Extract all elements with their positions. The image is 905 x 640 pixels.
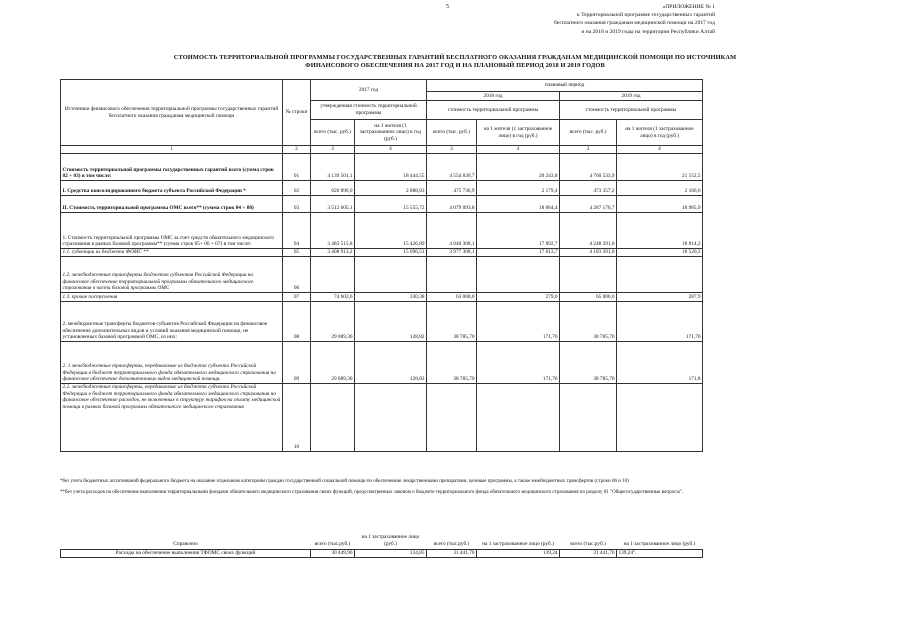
header-planned-period: плановый период xyxy=(427,80,703,92)
row-value xyxy=(617,257,703,293)
header-per-resident: на 1 жителя (1 застрахованное лицо) в год (руб.) xyxy=(477,120,560,146)
reference-row-label: Расходы на обеспечение выполнения ТФОМС своих функций xyxy=(61,549,311,557)
row-value xyxy=(355,384,427,452)
reference-value: 31 441,70 xyxy=(560,549,617,557)
row-value: 4 079 093,8 xyxy=(427,196,477,213)
row-value: 15 555,72 xyxy=(355,196,427,213)
header-per-resident: на 1 жителя (1 застрахованное лицо) в год (руб.) xyxy=(355,120,427,146)
row-value: 2 166,6 xyxy=(617,181,703,196)
row-label: 2. межбюджетные трансферты бюджетов субъектов Российской Федерации на финансовое обеспечение дополнительных видов и условий оказания медицинской помощи, не установленных базовой программой ОМС, из них: xyxy=(61,302,283,342)
footnotes xyxy=(60,478,720,500)
table-row xyxy=(61,196,703,213)
row-value xyxy=(560,384,617,452)
row-value: 287,9 xyxy=(617,293,703,302)
row-value: 20 243,8 xyxy=(477,154,560,181)
appendix-line: и на 2018 и 2019 годы на территории Республики Алтай xyxy=(581,28,715,35)
reference-value: 139,24 xyxy=(477,549,560,557)
row-label: II. Стоимость территориальной программы ОМС всего** (сумма строк 04 + 08) xyxy=(61,196,283,213)
header-program-cost-2018: стоимость территориальной программы xyxy=(427,101,560,120)
row-value: 3 483 515,8 xyxy=(311,213,355,249)
row-value: 63 000,0 xyxy=(427,293,477,302)
header-row-no: № строки xyxy=(283,80,311,146)
row-value: 279,0 xyxy=(477,293,560,302)
row-value: 2 179,4 xyxy=(477,181,560,196)
row-code: 10 xyxy=(283,384,311,452)
footnote: *без учета бюджетных ассигнований федерального бюджета на оказание отдельным категориям граждан государственной социальной помощи по обеспечению лекарственными препаратами, целевые программы, а также межбюджетных трансфертов (строки 06 и 10) xyxy=(60,479,629,484)
row-value: 17 892,7 xyxy=(477,213,560,249)
column-index: 4 xyxy=(617,146,703,154)
row-value xyxy=(311,257,355,293)
row-code: 01 xyxy=(283,154,311,181)
header-total: всего (тыс. руб.) xyxy=(427,120,477,146)
table-row xyxy=(61,213,703,249)
row-label: 1. Стоимость территориальной программы ОМС за счет средств обязательного медицинского страхования в рамках базовой программы** (сумма строк 05+ 06 + 07) в том числе: xyxy=(61,213,283,249)
header-approved-cost: утвержденная стоимость территориальной программы xyxy=(311,101,427,120)
row-value xyxy=(477,257,560,293)
row-code: 08 xyxy=(283,302,311,342)
appendix-line: к Территориальной программе государственных гарантий xyxy=(576,12,715,19)
column-index: 4 xyxy=(477,146,560,154)
table-row xyxy=(61,257,703,293)
header-year-2018: 2018 год xyxy=(427,92,560,101)
row-code: 03 xyxy=(283,196,311,213)
row-value: 4 040 308,1 xyxy=(427,213,477,249)
row-value: 4 183 391,0 xyxy=(560,249,617,257)
row-value: 4 554 830,7 xyxy=(427,154,477,181)
table-row xyxy=(61,181,703,196)
row-code: 05 xyxy=(283,249,311,257)
row-value xyxy=(477,384,560,452)
row-label: 2.2. межбюджетные трансферты, передаваемые из бюджета субъекта Российской Федерации в бюджет территориального фонда обязательного медицинского страхования на финансовое обеспечение расходов, не включенных в структуру тарифов на оплату медицинской помощи в рамках базовой программы обязательного медицинского страхования xyxy=(61,384,283,452)
table-row xyxy=(61,154,703,181)
row-value: 18 064,4 xyxy=(477,196,560,213)
row-value: 38 785,70 xyxy=(427,342,477,384)
row-value xyxy=(617,384,703,452)
row-code: 07 xyxy=(283,293,311,302)
reference-table xyxy=(60,533,703,558)
row-value: 38 785,70 xyxy=(560,302,617,342)
reference-value: 139,24". xyxy=(617,549,703,557)
header-program-cost-2019: стоимость территориальной программы xyxy=(560,101,703,120)
row-value: 18 814,2 xyxy=(617,213,703,249)
row-value: 473 357,2 xyxy=(560,181,617,196)
appendix-line: «ПРИЛОЖЕНИЕ № 1 xyxy=(662,4,715,10)
row-value: 3 512 605,1 xyxy=(311,196,355,213)
table-row xyxy=(61,342,703,384)
row-label: 1.1. субвенции из бюджета ФОМС ** xyxy=(61,249,283,257)
row-value: 3 408 913,2 xyxy=(311,249,355,257)
row-value: 4 760 533,9 xyxy=(560,154,617,181)
row-code: 02 xyxy=(283,181,311,196)
reference-label: Справочно xyxy=(61,533,311,549)
row-value: 128,82 xyxy=(355,342,427,384)
table-row xyxy=(61,384,703,452)
row-label: Стоимость территориальной программы государственных гарантий всего (сумма строк 02 + 03) в том числе: xyxy=(61,154,283,181)
row-label: I. Средства консолидированного бюджета субъекта Российской Федерации * xyxy=(61,181,283,196)
column-index: 4 xyxy=(355,146,427,154)
row-value: 4 287 176,7 xyxy=(560,196,617,213)
row-value: 4 248 391,0 xyxy=(560,213,617,249)
table-row xyxy=(61,549,703,557)
row-code: 04 xyxy=(283,213,311,249)
header-total: всего (тыс. руб.) xyxy=(560,120,617,146)
header-sources: Источники финансового обеспечения территориальной программы государственных гарантий бесплатного оказания гражданам медицинской помощи xyxy=(61,80,283,146)
row-value: 15 426,89 xyxy=(355,213,427,249)
column-index: 1 xyxy=(61,146,283,154)
row-value: 17 613,7 xyxy=(477,249,560,257)
title-line: СТОИМОСТЬ ТЕРРИТОРИАЛЬНОЙ ПРОГРАММЫ ГОСУДАРСТВЕННЫХ ГАРАНТИЙ БЕСПЛАТНОГО ОКАЗАНИЯ ГРАЖДАНАМ МЕДИЦИНСКОЙ ПОМОЩИ ПО ИСТОЧНИКАМ xyxy=(173,54,737,61)
reference-header: на 1 застрахованное лицо (руб.) xyxy=(355,533,427,549)
reference-header: всего (тыс.руб.) xyxy=(427,533,477,549)
row-value: 171,76 xyxy=(617,302,703,342)
row-value: 21 152,5 xyxy=(617,154,703,181)
row-value: 2 888,83 xyxy=(355,181,427,196)
row-value: 475 736,9 xyxy=(427,181,477,196)
appendix-line: бесплатного оказания гражданам медицинской помощи на 2017 год xyxy=(553,20,715,27)
header-total: всего (тыс. руб.) xyxy=(311,120,355,146)
row-value: 171,76 xyxy=(477,302,560,342)
row-value: 626 896,0 xyxy=(311,181,355,196)
column-index: 2 xyxy=(283,146,311,154)
appendix-header xyxy=(455,3,715,36)
table-row xyxy=(61,293,703,302)
reference-header: всего (тыс.руб.) xyxy=(311,533,355,549)
row-code: 06 xyxy=(283,257,311,293)
row-value: 330,38 xyxy=(355,293,427,302)
row-value: 128,82 xyxy=(355,302,427,342)
row-value xyxy=(427,257,477,293)
row-value xyxy=(355,257,427,293)
header-per-resident: на 1 жителя (1 застрахованное лицо) в год (руб.) xyxy=(617,120,703,146)
page-number: 5 xyxy=(446,4,449,10)
row-code: 09 xyxy=(283,342,311,384)
column-index: 3 xyxy=(427,146,477,154)
row-value: 15 096,51 xyxy=(355,249,427,257)
row-value xyxy=(560,257,617,293)
row-value xyxy=(311,384,355,452)
row-value: 171,76 xyxy=(477,342,560,384)
row-label: 1.2. межбюджетные трансферты бюджетов субъектов Российской Федерации на финансовое обеспечение территориальной программы обязательного медицинского страхования в части базовой программы ОМС xyxy=(61,257,283,293)
document-title xyxy=(70,54,840,70)
column-index: 3 xyxy=(311,146,355,154)
column-index-row xyxy=(61,146,703,154)
cost-table xyxy=(60,79,703,452)
row-value: 18 526,3 xyxy=(617,249,703,257)
reference-value: 30 449,90 xyxy=(311,549,355,557)
reference-value: 134,85 xyxy=(355,549,427,557)
title-line: ФИНАНСОВОГО ОБЕСПЕЧЕНИЯ НА 2017 ГОД И НА ПЛАНОВЫЙ ПЕРИОД 2018 И 2019 ГОДОВ xyxy=(305,61,605,69)
row-value xyxy=(427,384,477,452)
row-label: 1.3. прочие поступления xyxy=(61,293,283,302)
row-value: 74 602,6 xyxy=(311,293,355,302)
reference-header: на 1 застрахованное лицо (руб.) xyxy=(617,533,703,549)
reference-header: всего (тыс.руб.) xyxy=(560,533,617,549)
reference-header: на 1 застрахованное лицо (руб.) xyxy=(477,533,560,549)
column-index: 3 xyxy=(560,146,617,154)
reference-value: 31 441,70 xyxy=(427,549,477,557)
row-value: 18 985,9 xyxy=(617,196,703,213)
row-value: 18 444,55 xyxy=(355,154,427,181)
row-value: 29 089,30 xyxy=(311,342,355,384)
row-label: 2. 1 межбюджетные трансферты, передаваемые из бюджета субъекта Российской Федерации в бюджет территориального фонда обязательного медицинского страхования на финансовое обеспечение дополнительных видов медицинской помощи. xyxy=(61,342,283,384)
table-row xyxy=(61,302,703,342)
row-value: 4 139 501,1 xyxy=(311,154,355,181)
table-row xyxy=(61,249,703,257)
row-value: 38 785,70 xyxy=(427,302,477,342)
header-year-2019: 2019 год xyxy=(560,92,703,101)
row-value: 65 000,0 xyxy=(560,293,617,302)
row-value: 171,8 xyxy=(617,342,703,384)
row-value: 29 089,30 xyxy=(311,302,355,342)
row-value: 3 977 308,1 xyxy=(427,249,477,257)
footnote: **без учета расходов на обеспечение выполнения территориальными фондами обязательного медицинского страхования своих функций, предусмотренных законом о бюджете территориального фонда обязательного медицинского страхования по разделу 01 "Общегосударственные вопросы". xyxy=(60,490,684,496)
header-year-2017: 2017 год xyxy=(311,80,427,101)
row-value: 38 785,70 xyxy=(560,342,617,384)
